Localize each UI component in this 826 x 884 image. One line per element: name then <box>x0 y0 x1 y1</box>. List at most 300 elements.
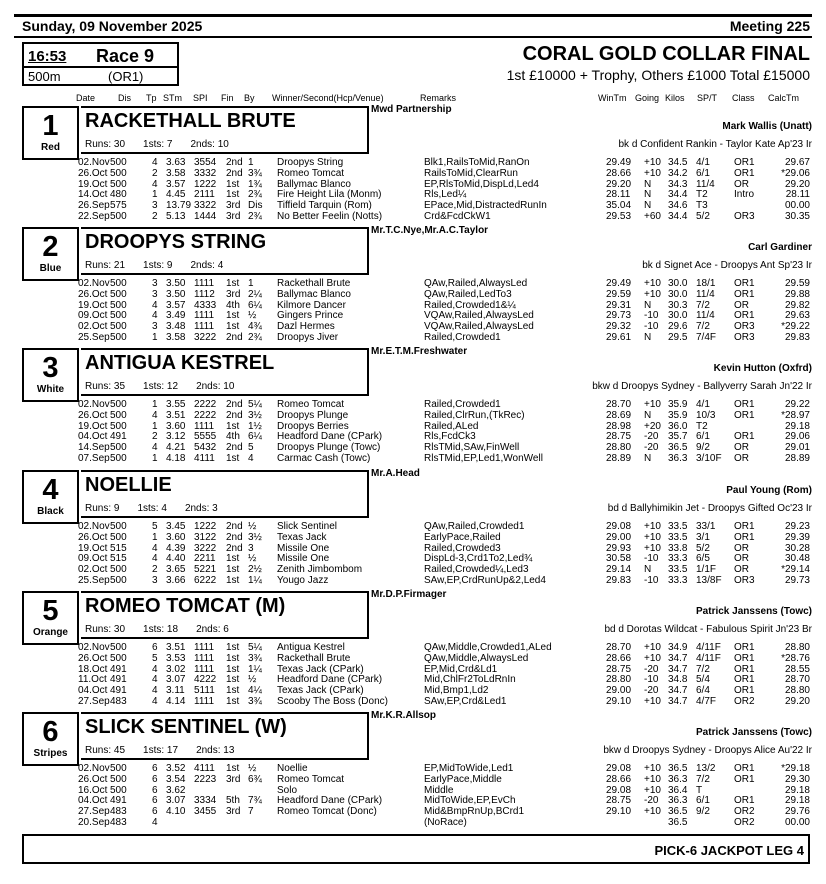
form-kilos: 36.5 <box>668 442 688 454</box>
form-sectional: 3.02 <box>166 663 186 675</box>
form-kilos: 34.5 <box>668 157 688 168</box>
form-distance: 500 <box>110 310 127 322</box>
form-sp: T <box>696 784 703 796</box>
form-remarks: Mid,ChlFr2ToLdRnIn <box>424 674 516 686</box>
form-winner: Ballymac Blanco <box>277 178 351 190</box>
form-wintime: 28.80 <box>606 674 632 686</box>
form-class: OR3 <box>734 331 755 343</box>
form-winner: Zenith Jimbombom <box>277 564 363 576</box>
form-by: 1¼ <box>248 574 262 586</box>
form-finish: 1st <box>226 695 240 707</box>
form-by: 7 <box>248 806 254 818</box>
form-remarks: Railed,Crowded3 <box>424 542 501 554</box>
form-class: OR1 <box>734 157 755 168</box>
trainer: Mark Wallis (Unatt) <box>722 121 812 132</box>
form-sp: 6/1 <box>696 167 710 179</box>
form-trap: 4 <box>152 816 158 828</box>
form-winner: Fire Height Lila (Monm) <box>277 189 382 201</box>
form-sectional: 4.45 <box>166 189 186 201</box>
form-wintime: 28.66 <box>606 652 632 664</box>
form-by: ½ <box>248 674 257 686</box>
form-split: 5432 <box>194 442 217 454</box>
form-sp: T2 <box>696 420 708 432</box>
form-calctime: *29.06 <box>781 167 810 179</box>
form-split: 2222 <box>194 409 217 421</box>
form-winner: Droopys Berries <box>277 420 349 432</box>
form-row <box>78 576 812 587</box>
form-sectional: 3.11 <box>166 685 185 697</box>
form-calctime: 29.06 <box>784 431 810 443</box>
form-winner: Texas Jack (CPark) <box>277 663 364 675</box>
col-date: Date <box>76 93 96 103</box>
form-trap: 1 <box>152 452 158 464</box>
dog-name: RACKETHALL BRUTE <box>85 110 296 132</box>
form-class: OR <box>734 178 749 190</box>
form-winner: Noellie <box>277 763 308 774</box>
form-remarks: Railed,Crowded¼,Led3 <box>424 564 529 576</box>
form-distance: 500 <box>110 167 127 179</box>
form-split: 1111 <box>194 652 215 664</box>
form-split: 1111 <box>194 695 215 707</box>
form-remarks: RlsTMid,SAw,FinWell <box>424 442 520 454</box>
form-trap: 6 <box>152 763 158 774</box>
form-trap: 3 <box>152 574 158 586</box>
form-winner: Texas Jack <box>277 531 327 543</box>
trap-number: 1 <box>42 110 59 142</box>
form-calctime: 30.28 <box>784 542 810 554</box>
form-sectional: 3.63 <box>166 157 186 168</box>
form-date: 26.Oct <box>78 531 108 543</box>
form-going: +10 <box>644 695 661 707</box>
seconds-count: 2nds: 3 <box>184 503 218 514</box>
meeting-number: Meeting 225 <box>729 18 810 34</box>
form-winner: Droopys Jiver <box>277 331 339 343</box>
form-sp: 7/2 <box>696 299 710 311</box>
col-wintm: WinTm <box>598 93 627 103</box>
form-by: 5¼ <box>248 642 262 653</box>
form-class: OR2 <box>734 695 755 707</box>
form-date: 19.Oct <box>78 299 108 311</box>
form-date: 26.Oct <box>78 652 108 664</box>
form-kilos: 34.7 <box>668 695 688 707</box>
form-class: OR2 <box>734 806 755 818</box>
form-finish: 3rd <box>226 210 241 222</box>
form-winner: Droopys String <box>277 157 344 168</box>
form-finish: 1st <box>226 652 240 664</box>
form-calctime: 29.59 <box>784 278 810 289</box>
col-calctm: CalcTm <box>768 93 799 103</box>
form-going: N <box>644 189 652 201</box>
form-finish: 1st <box>226 321 240 333</box>
form-winner: Yougo Jazz <box>277 574 329 586</box>
form-kilos: 29.5 <box>668 331 688 343</box>
trap-number: 6 <box>42 716 59 748</box>
form-wintime: 28.89 <box>606 452 632 464</box>
form-wintime: 29.32 <box>606 321 632 333</box>
form-date: 26.Oct <box>78 167 108 179</box>
col-remarks: Remarks <box>420 93 457 103</box>
form-remarks: DispLd-3,Crd1To2,Led¾ <box>424 553 533 565</box>
form-finish: 4th <box>226 431 240 443</box>
trap-number: 5 <box>42 595 59 627</box>
form-winner: Dazl Hermes <box>277 321 335 333</box>
form-remarks: QAw,Middle,AlwaysLed <box>424 652 529 664</box>
form-sp: 4/1 <box>696 399 710 410</box>
form-by: 3¾ <box>248 652 262 664</box>
form-calctime: 29.73 <box>784 574 810 586</box>
form-calctime: 28.80 <box>784 685 810 697</box>
form-class: OR3 <box>734 210 755 222</box>
runs-count: Runs: 45 <box>85 745 126 756</box>
form-by: 7¾ <box>248 795 262 807</box>
form-date: 22.Sep <box>78 210 110 222</box>
form-wintime: 28.70 <box>606 399 632 410</box>
form-by: 3¾ <box>248 167 262 179</box>
form-distance: 515 <box>110 542 127 554</box>
form-calctime: 30.48 <box>784 553 810 565</box>
form-split: 3222 <box>194 331 217 343</box>
form-winner: Scooby The Boss (Donc) <box>277 695 388 707</box>
form-wintime: 28.66 <box>606 167 632 179</box>
form-class: OR <box>734 442 749 454</box>
form-row <box>78 333 812 344</box>
form-table <box>78 158 812 223</box>
form-calctime: 29.23 <box>784 521 810 532</box>
form-winner: Romeo Tomcat <box>277 773 345 785</box>
form-calctime: 29.01 <box>784 442 810 454</box>
form-winner: Missile One <box>277 553 330 565</box>
form-trap: 1 <box>152 331 158 343</box>
form-date: 18.Oct <box>78 663 108 675</box>
form-distance: 500 <box>110 288 127 300</box>
form-row <box>78 818 812 829</box>
form-class: OR2 <box>734 816 755 828</box>
trap-box <box>22 591 79 645</box>
trainer: Patrick Janssens (Towc) <box>696 727 812 738</box>
form-kilos: 33.5 <box>668 564 688 576</box>
form-winner: Solo <box>277 784 298 796</box>
form-distance: 500 <box>110 564 127 576</box>
form-class: OR1 <box>734 288 755 300</box>
form-sectional: 4.14 <box>166 695 186 707</box>
form-date: 16.Oct <box>78 784 108 796</box>
form-remarks: Railed,ClrRun,(TkRec) <box>424 409 525 421</box>
trap-colour: Stripes <box>33 748 68 759</box>
form-row <box>78 533 812 544</box>
form-sectional: 3.66 <box>166 574 186 586</box>
dog-stats <box>85 745 252 756</box>
form-going: +10 <box>644 521 661 532</box>
form-date: 02.Nov <box>78 642 110 653</box>
form-remarks: Middle <box>424 784 454 796</box>
col-spi: SPI <box>193 93 208 103</box>
form-wintime: 29.31 <box>606 299 632 311</box>
form-going: +10 <box>644 167 661 179</box>
form-distance: 491 <box>110 663 127 675</box>
form-wintime: 28.98 <box>606 420 632 432</box>
form-date: 02.Nov <box>78 399 110 410</box>
form-wintime: 29.49 <box>606 278 632 289</box>
form-by: 5 <box>248 442 254 454</box>
form-kilos: 36.0 <box>668 420 688 432</box>
form-distance: 500 <box>110 178 127 190</box>
form-winner: Ballymac Blanco <box>277 288 351 300</box>
form-split: 1111 <box>194 278 215 289</box>
form-calctime: 29.67 <box>784 157 810 168</box>
col-by: By <box>244 93 255 103</box>
runs-count: Runs: 21 <box>85 260 126 271</box>
form-class: OR1 <box>734 310 755 322</box>
form-date: 20.Sep <box>78 816 110 828</box>
breeding: bk d Signet Ace - Droopys Ant Sp'23 Ir <box>642 260 812 271</box>
form-trap: 2 <box>152 431 158 443</box>
form-sp: 7/2 <box>696 663 710 675</box>
form-sectional: 3.62 <box>166 784 186 796</box>
form-winner: Rackethall Brute <box>277 652 351 664</box>
form-finish: 1st <box>226 553 240 565</box>
form-winner: Romeo Tomcat <box>277 167 345 179</box>
dog-name-box <box>81 591 369 639</box>
form-trap: 4 <box>152 674 158 686</box>
form-wintime: 29.08 <box>606 763 632 774</box>
form-winner: Carmac Cash (Towc) <box>277 452 371 464</box>
form-trap: 6 <box>152 806 158 818</box>
form-calctime: 28.89 <box>784 452 810 464</box>
form-remarks: Railed,Crowded1 <box>424 331 501 343</box>
form-distance: 491 <box>110 795 127 807</box>
form-wintime: 29.10 <box>606 695 632 707</box>
form-calctime: 29.82 <box>784 299 810 311</box>
form-sp: 1/1F <box>696 564 717 576</box>
form-calctime: 29.39 <box>784 531 810 543</box>
form-distance: 491 <box>110 431 127 443</box>
form-sectional: 3.49 <box>166 310 186 322</box>
dog-name-box <box>81 470 369 518</box>
form-sp: 4/7F <box>696 695 717 707</box>
form-split: 4333 <box>194 299 217 311</box>
form-remarks: Railed,ALed <box>424 420 479 432</box>
form-going: +10 <box>644 157 661 168</box>
form-class: OR1 <box>734 763 755 774</box>
form-finish: 3rd <box>226 773 241 785</box>
form-date: 02.Nov <box>78 278 110 289</box>
form-winner: Headford Dane (CPark) <box>277 674 383 686</box>
form-remarks: QAw,Railed,Crowded1 <box>424 521 525 532</box>
form-trap: 6 <box>152 784 158 796</box>
form-trap: 4 <box>152 553 158 565</box>
seconds-count: 2nds: 10 <box>190 139 229 150</box>
form-sp: 7/2 <box>696 773 710 785</box>
form-wintime: 29.93 <box>606 542 632 554</box>
form-calctime: 29.30 <box>784 773 810 785</box>
form-date: 11.Oct <box>78 674 107 686</box>
form-calctime: 29.20 <box>784 178 810 190</box>
form-winner: Missile One <box>277 542 330 554</box>
col-dis: Dis <box>118 93 131 103</box>
runs-count: Runs: 30 <box>85 139 126 150</box>
form-by: ½ <box>248 763 257 774</box>
form-class: OR1 <box>734 652 755 664</box>
form-trap: 4 <box>152 178 158 190</box>
form-going: +10 <box>644 399 661 410</box>
race-time: 16:53 <box>28 48 67 65</box>
form-sp: 10/3 <box>696 409 716 421</box>
form-finish: 1st <box>226 685 240 697</box>
form-distance: 500 <box>110 278 127 289</box>
form-by: 3 <box>248 542 254 554</box>
runner-block <box>22 104 812 225</box>
form-class: OR1 <box>734 278 755 289</box>
form-calctime: 00.00 <box>784 200 810 212</box>
form-by: 3½ <box>248 409 262 421</box>
form-split: 6222 <box>194 574 217 586</box>
form-sp: 6/5 <box>696 553 710 565</box>
form-trap: 4 <box>152 663 158 675</box>
form-remarks: EPace,Mid,DistractedRunIn <box>424 200 547 212</box>
form-split: 3322 <box>194 200 217 212</box>
firsts-count: 1sts: 12 <box>143 381 179 392</box>
form-sectional: 3.57 <box>166 299 186 311</box>
form-sp: 6/1 <box>696 431 710 443</box>
form-finish: 2nd <box>226 442 243 454</box>
form-winner: No Better Feelin (Notts) <box>277 210 383 222</box>
form-sectional: 4.39 <box>166 542 186 554</box>
form-split: 1444 <box>194 210 217 222</box>
form-wintime: 29.00 <box>606 531 632 543</box>
breeding: bd d Ballyhimikin Jet - Droopys Gifted Oc'23 Ir <box>607 503 812 514</box>
firsts-count: 1sts: 7 <box>143 139 173 150</box>
form-class: OR1 <box>734 795 755 807</box>
form-winner: Gingers Prince <box>277 310 344 322</box>
form-remarks: Blk1,RailsToMid,RanOn <box>424 157 530 168</box>
form-remarks: EP,MidToWide,Led1 <box>424 763 514 774</box>
race-number: Race 9 <box>96 46 155 66</box>
trap-box <box>22 227 79 281</box>
form-going: N <box>644 409 652 421</box>
form-winner: Tiffield Tarquin (Rom) <box>277 200 372 212</box>
form-going: +60 <box>644 210 661 222</box>
form-remarks: QAw,Railed,AlwaysLed <box>424 278 528 289</box>
form-by: 3½ <box>248 531 262 543</box>
form-class: OR1 <box>734 773 755 785</box>
form-distance: 500 <box>110 399 127 410</box>
form-kilos: 30.3 <box>668 299 688 311</box>
form-by: 1 <box>248 157 254 168</box>
form-remarks: MidToWide,EP,EvCh <box>424 795 516 807</box>
form-sectional: 3.54 <box>166 773 186 785</box>
owner: Mr.D.P.Firmager <box>371 589 447 600</box>
form-row <box>78 169 812 180</box>
form-distance: 500 <box>110 773 127 785</box>
form-remarks: EP,RlsToMid,DispLd,Led4 <box>424 178 539 190</box>
form-calctime: *29.22 <box>781 321 810 333</box>
form-sp: 11/4 <box>696 310 715 322</box>
form-distance: 480 <box>110 189 127 201</box>
form-class: OR1 <box>734 685 755 697</box>
form-kilos: 34.7 <box>668 663 688 675</box>
form-calctime: 29.20 <box>784 695 810 707</box>
form-remarks: SAw,EP,CrdRunUp&2,Led4 <box>424 574 546 586</box>
runs-count: Runs: 30 <box>85 624 126 635</box>
form-row <box>78 212 812 223</box>
form-remarks: Railed,Crowded1 <box>424 399 501 410</box>
col-winner: Winner/Second(Hcp/Venue) <box>272 93 384 103</box>
form-calctime: 29.88 <box>784 288 810 300</box>
form-trap: 1 <box>152 420 158 432</box>
seconds-count: 2nds: 13 <box>196 745 235 756</box>
form-calctime: 28.70 <box>784 674 810 686</box>
form-remarks: Mid,Bmp1,Ld2 <box>424 685 489 697</box>
form-by: 4 <box>248 452 254 464</box>
trap-box <box>22 348 79 402</box>
race-info-box <box>22 42 179 86</box>
form-calctime: *29.18 <box>781 763 810 774</box>
form-sp: 9/2 <box>696 442 710 454</box>
form-wintime: 30.58 <box>606 553 632 565</box>
form-sp: 6/1 <box>696 795 710 807</box>
form-table <box>78 279 812 344</box>
form-sp: 33/1 <box>696 521 716 532</box>
form-by: 2¾ <box>248 331 262 343</box>
form-date: 09.Oct <box>78 310 108 322</box>
form-wintime: 28.75 <box>606 795 632 807</box>
form-distance: 500 <box>110 409 127 421</box>
form-sp: 5/2 <box>696 210 710 222</box>
form-sp: T2 <box>696 189 708 201</box>
form-sectional: 4.21 <box>166 442 186 454</box>
form-split: 2111 <box>194 189 215 201</box>
form-sectional: 3.51 <box>166 409 186 421</box>
form-kilos: 29.6 <box>668 321 688 333</box>
form-split: 3332 <box>194 167 217 179</box>
owner: Mwd Partnership <box>371 104 452 115</box>
form-date: 26.Oct <box>78 773 108 785</box>
meeting-date: Sunday, 09 November 2025 <box>22 18 203 34</box>
dog-name: SLICK SENTINEL (W) <box>85 716 287 738</box>
form-kilos: 34.4 <box>668 210 688 222</box>
breeding: bd d Dorotas Wildcat - Fabulous Spirit Jn'23 Br <box>604 624 812 635</box>
form-distance: 500 <box>110 574 127 586</box>
form-going: +10 <box>644 806 661 818</box>
form-split: 1111 <box>194 642 215 653</box>
form-date: 09.Oct <box>78 553 108 565</box>
trainer: Patrick Janssens (Towc) <box>696 606 812 617</box>
form-class: OR1 <box>734 674 755 686</box>
trap-box <box>22 106 79 160</box>
form-wintime: 28.80 <box>606 442 632 454</box>
form-finish: 2nd <box>226 331 243 343</box>
form-sectional: 3.58 <box>166 331 186 343</box>
form-row <box>78 290 812 301</box>
form-distance: 491 <box>110 674 127 686</box>
form-finish: 3rd <box>226 288 241 300</box>
runner-block <box>22 346 812 467</box>
form-kilos: 34.2 <box>668 167 688 179</box>
form-sp: 3/1 <box>696 531 710 543</box>
form-trap: 4 <box>152 157 158 168</box>
form-remarks: VQAw,Railed,AlwaysLed <box>424 310 534 322</box>
form-split: 1111 <box>194 321 215 333</box>
form-winner: Texas Jack (CPark) <box>277 685 364 697</box>
form-row <box>78 411 812 422</box>
form-date: 04.Oct <box>78 431 108 443</box>
dog-stats <box>85 139 247 150</box>
form-date: 19.Oct <box>78 178 108 190</box>
form-sectional: 3.48 <box>166 321 186 333</box>
form-winner: Headford Dane (CPark) <box>277 795 383 807</box>
form-kilos: 34.7 <box>668 652 688 664</box>
form-trap: 4 <box>152 299 158 311</box>
